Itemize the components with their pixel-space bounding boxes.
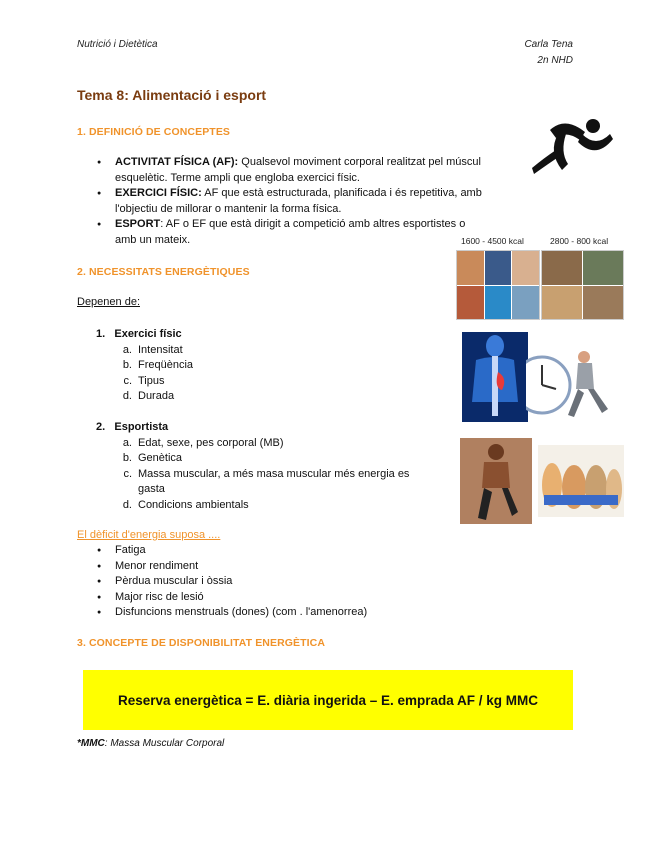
- list-item: ● Fatiga: [77, 543, 477, 559]
- item-text: Edat, sexe, pes corporal (MB): [138, 436, 284, 449]
- list-item: [112, 389, 456, 405]
- list-item: [112, 343, 456, 359]
- list-item: [112, 467, 456, 483]
- group-number: 2.: [96, 421, 106, 433]
- term-ef: EXERCICI FÍSIC:: [115, 187, 202, 199]
- list-item: [112, 374, 456, 390]
- header-author: Carla Tena: [524, 39, 573, 50]
- time-walker-image: [526, 345, 614, 425]
- cartoon-bodybuilders-image: [538, 445, 624, 517]
- term-af: ACTIVITAT FÍSICA (AF):: [115, 156, 239, 168]
- item-text: Genètica: [138, 452, 183, 464]
- list-item: ● Menor rendiment: [77, 559, 477, 575]
- item-letter: d.: [122, 498, 132, 511]
- group-title: Exercici físic: [114, 328, 182, 340]
- list-item: [112, 436, 456, 452]
- list-item: [112, 358, 456, 374]
- group-title: Esportista: [114, 421, 169, 433]
- list-item: [77, 186, 487, 217]
- item-text: Freqüència: [138, 359, 194, 371]
- runner-photo-image: [460, 438, 532, 524]
- factor-group-exercise: [96, 327, 456, 405]
- footnote-abbr: *MMC: [77, 738, 105, 749]
- factor-group-athlete: [96, 420, 456, 513]
- item-text: Condicions ambientals: [138, 498, 249, 511]
- runner-icon: [530, 112, 614, 178]
- item-letter: a.: [122, 436, 132, 449]
- definition-text: AF que està estructurada, planificada i és repetitiva, amb l'objectiu de millorar o mantenir la forma física.: [115, 187, 482, 215]
- definition-text: : AF o EF que està dirigit a competició amb altres esportistes o amb un mateix.: [115, 218, 466, 246]
- section2-heading: 2. NECESSITATS ENERGÈTIQUES: [77, 266, 250, 278]
- list-item: [77, 217, 487, 248]
- anatomy-image: [462, 332, 528, 422]
- item-text: Intensitat: [138, 343, 183, 356]
- item-text: Tipus: [138, 374, 165, 387]
- item-text: Durada: [138, 390, 175, 402]
- item-letter: d.: [122, 390, 132, 402]
- item-letter: b.: [122, 452, 132, 464]
- energy-formula: Reserva energètica = E. diària ingerida – E. emprada AF / kg MMC: [83, 670, 573, 730]
- item-letter: c.: [123, 374, 132, 387]
- kcal-label-left: 1600 - 4500 kcal: [461, 236, 524, 246]
- list-item: ● Major risc de lesió: [77, 590, 477, 606]
- athletes-collage-image: [456, 250, 540, 320]
- depends-intro: Depenen de:: [77, 296, 140, 308]
- kcal-label-right: 2800 - 800 kcal: [550, 236, 609, 246]
- footnote-text: : Massa Muscular Corporal: [104, 738, 225, 749]
- deficit-link[interactable]: El dèficit d'energia suposa ....: [77, 529, 221, 541]
- group-number: 1.: [96, 328, 106, 340]
- item-letter: c.: [123, 467, 132, 480]
- item-letter: b.: [122, 359, 132, 371]
- definition-text: Qualsevol moviment corporal realitzat pel múscul esquelètic. Terme ampli que engloba exercici físic.: [115, 156, 481, 184]
- definitions-list: [77, 155, 487, 248]
- section3-heading: 3. CONCEPTE DE DISPONIBILITAT ENERGÈTICA: [77, 637, 326, 649]
- list-item: ● Pèrdua muscular i òssia: [77, 574, 477, 590]
- heavy-athletes-image: [541, 250, 624, 320]
- list-item: [112, 451, 456, 467]
- list-item: [77, 155, 487, 186]
- list-item: [112, 498, 456, 514]
- term-esport: ESPORT: [115, 218, 161, 230]
- item-text: gasta: [138, 483, 165, 495]
- page-title: Tema 8: Alimentació i esport: [77, 87, 267, 103]
- section1-heading: 1. DEFINICIÓ DE CONCEPTES: [77, 126, 231, 138]
- header-subject: Nutrició i Dietètica: [77, 39, 158, 50]
- list-item-continuation: [112, 482, 456, 498]
- item-letter: a.: [122, 343, 132, 356]
- item-text: Massa muscular, a més masa muscular més energia es: [138, 467, 410, 480]
- deficit-list: [77, 543, 477, 621]
- list-item: ● Disfuncions menstruals (dones) (com . l'amenorrea): [77, 605, 477, 621]
- footnote: [77, 738, 224, 749]
- header-class: 2n NHD: [537, 55, 573, 66]
